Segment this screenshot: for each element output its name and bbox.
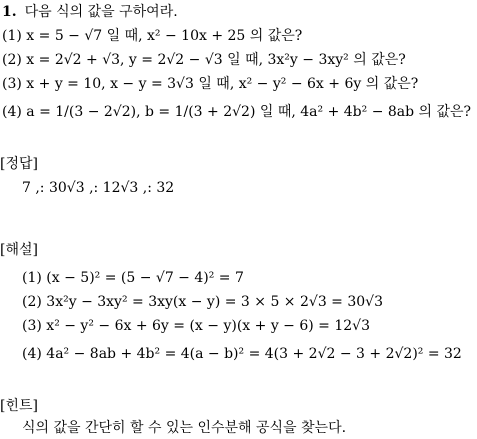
step-label: (4)	[22, 346, 42, 362]
problem-item-4	[2, 102, 471, 122]
explanation-step-1	[22, 268, 244, 288]
step-text: (x − 5)² = (5 − √7 − 4)² = 7	[46, 270, 244, 286]
problem-item-1	[2, 26, 302, 46]
explanation-step-4	[22, 344, 462, 364]
question-header	[2, 2, 178, 22]
problem-item-3	[2, 74, 418, 94]
question-prompt: 다음 식의 값을 구하여라.	[24, 4, 178, 20]
step-label: (3)	[22, 318, 42, 334]
explanation-heading: [해설]	[0, 242, 38, 258]
item-label: (1)	[2, 28, 22, 44]
answer-heading: [정답]	[0, 156, 38, 172]
problem-item-2	[2, 50, 406, 70]
item-label: (2)	[2, 52, 22, 68]
explanation-step-3	[22, 316, 370, 336]
step-text: 4a² − 8ab + 4b² = 4(a − b)² = 4(3 + 2√2 − 3 + 2√2)² = 32	[46, 346, 462, 362]
step-text: x² − y² − 6x + 6y = (x − y)(x + y − 6) = 12√3	[46, 318, 370, 334]
hint-text: 식의 값을 간단히 할 수 있는 인수분해 공식을 찾는다.	[22, 420, 347, 436]
question-number: 1.	[2, 4, 17, 20]
step-label: (2)	[22, 294, 42, 310]
item-label: (3)	[2, 76, 22, 92]
item-text: x = 5 − √7 일 때, x² − 10x + 25 의 값은?	[26, 28, 303, 44]
step-text: 3x²y − 3xy² = 3xy(x − y) = 3 × 5 × 2√3 = 30√3	[46, 294, 383, 310]
item-text: a = 1/(3 − 2√2), b = 1/(3 + 2√2) 일 때, 4a² + 4b² − 8ab 의 값은?	[26, 104, 472, 120]
answer-text: 7 ,: 30√3 ,: 12√3 ,: 32	[22, 180, 175, 196]
hint-heading: [힌트]	[0, 398, 38, 414]
item-text: x + y = 10, x − y = 3√3 일 때, x² − y² − 6x + 6y 의 값은?	[26, 76, 419, 92]
step-label: (1)	[22, 270, 42, 286]
item-label: (4)	[2, 104, 22, 120]
explanation-step-2	[22, 292, 383, 312]
item-text: x = 2√2 + √3, y = 2√2 − √3 일 때, 3x²y − 3xy² 의 값은?	[26, 52, 406, 68]
